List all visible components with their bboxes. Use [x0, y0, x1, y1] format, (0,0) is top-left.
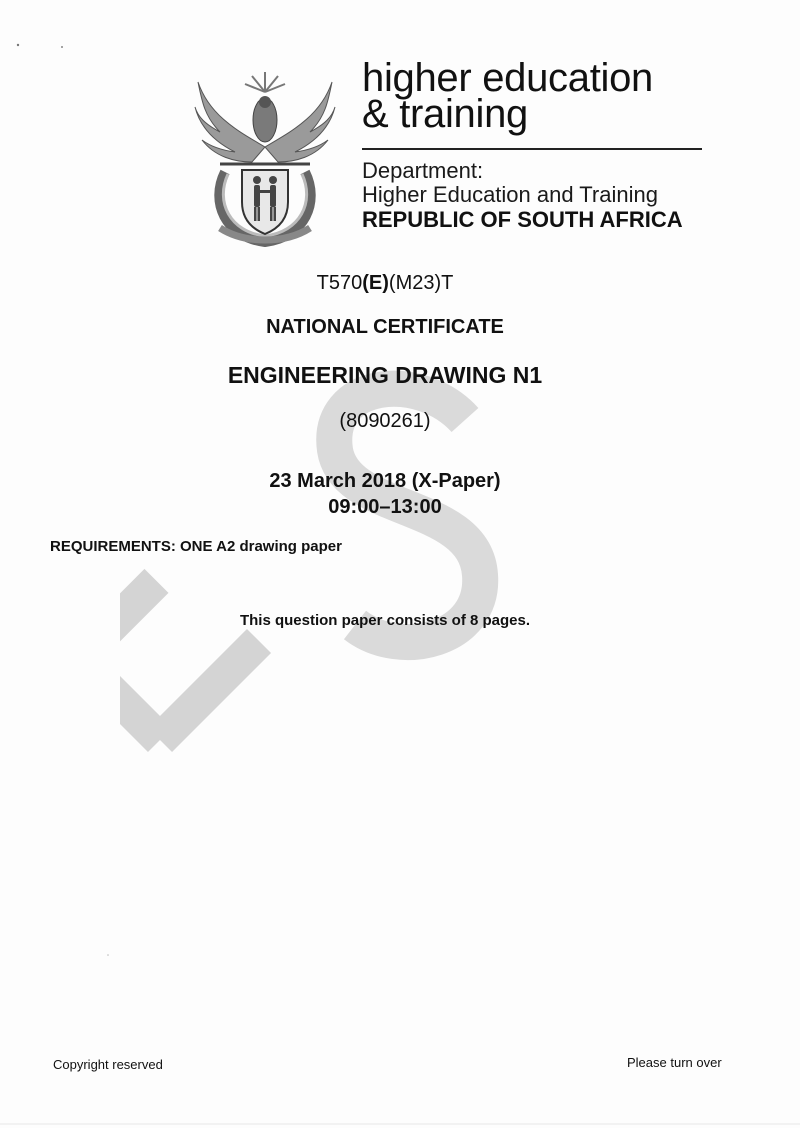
- brand-line-1: higher education: [362, 56, 653, 100]
- paper-code: [0, 272, 770, 295]
- paper-code-suffix: (M23)T: [388, 272, 454, 294]
- country-name: REPUBLIC OF SOUTH AFRICA: [362, 207, 683, 232]
- turn-over-notice: Please turn over: [627, 1055, 722, 1070]
- department-brand-name: [362, 56, 722, 136]
- brand-divider: [362, 148, 702, 150]
- exam-time: 09:00–13:00: [328, 496, 442, 518]
- certificate-title: NATIONAL CERTIFICATE: [266, 316, 504, 338]
- page-count-note: This question paper consists of 8 pages.: [239, 612, 531, 629]
- brand-line-2: & training: [362, 92, 528, 136]
- coat-of-arms-emblem: [190, 62, 340, 247]
- subject-code: (8090261): [339, 410, 431, 432]
- copyright-notice: Copyright reserved: [53, 1057, 163, 1072]
- paper-code-language: (E): [362, 272, 389, 294]
- department-name: Higher Education and Training: [362, 182, 658, 207]
- subject-title: ENGINEERING DRAWING N1: [227, 362, 543, 388]
- department-label: Department:: [362, 158, 484, 183]
- requirements: REQUIREMENTS: ONE A2 drawing paper: [50, 538, 342, 555]
- exam-date: 23 March 2018 (X-Paper): [269, 470, 501, 492]
- paper-code-prefix: T570: [316, 272, 363, 294]
